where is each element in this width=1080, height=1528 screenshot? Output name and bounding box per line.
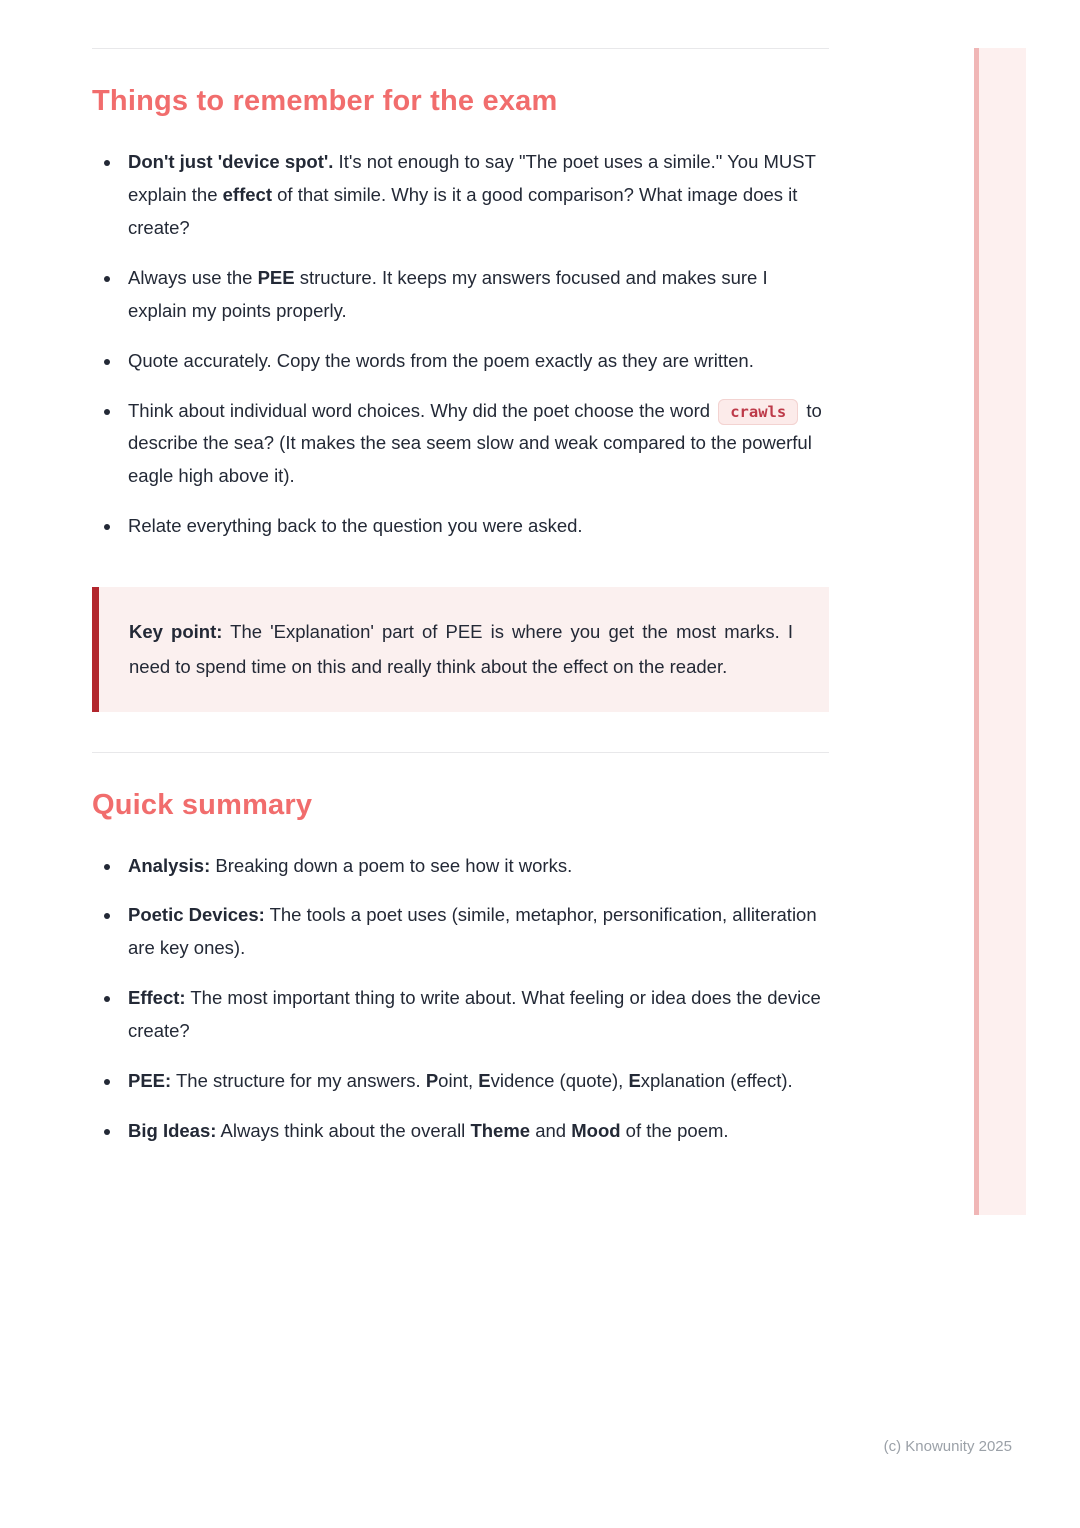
bold-text: Theme [470, 1120, 531, 1142]
bold-text: Key point: [129, 621, 223, 643]
bold-text: Don't just 'device spot'. [128, 151, 334, 172]
bold-text: PEE [257, 266, 295, 288]
list-item [122, 1065, 829, 1098]
text: of the poem. [620, 1120, 729, 1142]
text: The most important thing to write about. What feeling or idea does the device create? [128, 987, 821, 1042]
bold-text: Analysis: [128, 854, 211, 876]
text: The 'Explanation' part of PEE is where you get the most marks. I need to spend time on this and really think about the effect on the reader. [129, 621, 793, 678]
text: Think about individual word choices. Why did the poet choose the word [128, 399, 716, 421]
text: xplanation (effect). [640, 1070, 793, 1092]
text: and [530, 1120, 572, 1142]
bold-text: Big Ideas: [128, 1120, 217, 1142]
bold-text: PEE: [128, 1070, 172, 1092]
divider [92, 48, 829, 49]
text: structure. It keeps my answers focused and makes sure I explain my points properly. [128, 266, 768, 321]
bold-text: Poetic Devices: [128, 904, 265, 926]
list-item [122, 899, 829, 965]
key-point-callout [92, 587, 829, 711]
text: Relate everything back to the question you were asked. [128, 515, 583, 537]
exam-reminders-list [92, 146, 829, 543]
bold-text: Mood [571, 1120, 621, 1142]
bold-text: Effect: [128, 987, 186, 1009]
divider [92, 752, 829, 753]
list-item [122, 345, 829, 378]
inline-code: crawls [718, 399, 798, 425]
list-item [122, 850, 829, 883]
text: Always use the [128, 266, 258, 288]
page-edge-strip [979, 48, 1026, 1215]
list-item [122, 510, 829, 543]
list-item [122, 395, 829, 494]
text: vidence (quote), [490, 1070, 629, 1092]
text: It's not enough to say "The poet uses a simile." You MUST explain the [128, 151, 816, 205]
bold-text: effect [222, 183, 272, 205]
text: of that simile. Why is it a good comparison? What image does it create? [128, 183, 798, 238]
text: oint, [438, 1070, 479, 1092]
text: to describe the sea? (It makes the sea seem slow and weak compared to the powerful eagle high above it). [128, 399, 822, 487]
text: Quote accurately. Copy the words from the poem exactly as they are written. [128, 349, 754, 371]
text: Breaking down a poem to see how it works. [210, 854, 573, 876]
copyright-note: (c) Knowunity 2025 [883, 1438, 1012, 1455]
text: Always think about the overall [216, 1120, 471, 1142]
list-item [122, 262, 829, 328]
quick-summary-list [92, 850, 829, 1148]
section-title-quick-summary: Quick summary [92, 788, 313, 821]
bold-text: P [425, 1070, 439, 1092]
bold-text: E [628, 1070, 641, 1092]
bold-text: E [478, 1070, 491, 1092]
list-item [122, 146, 829, 245]
document-content [92, 0, 829, 1165]
key-point-text [129, 614, 793, 684]
list-item [122, 1115, 829, 1148]
section-title-exam-reminders: Things to remember for the exam [92, 85, 558, 117]
text: The tools a poet uses (simile, metaphor, personification, alliteration are key ones). [128, 904, 817, 959]
list-item [122, 982, 829, 1048]
text: The structure for my answers. [171, 1070, 426, 1092]
